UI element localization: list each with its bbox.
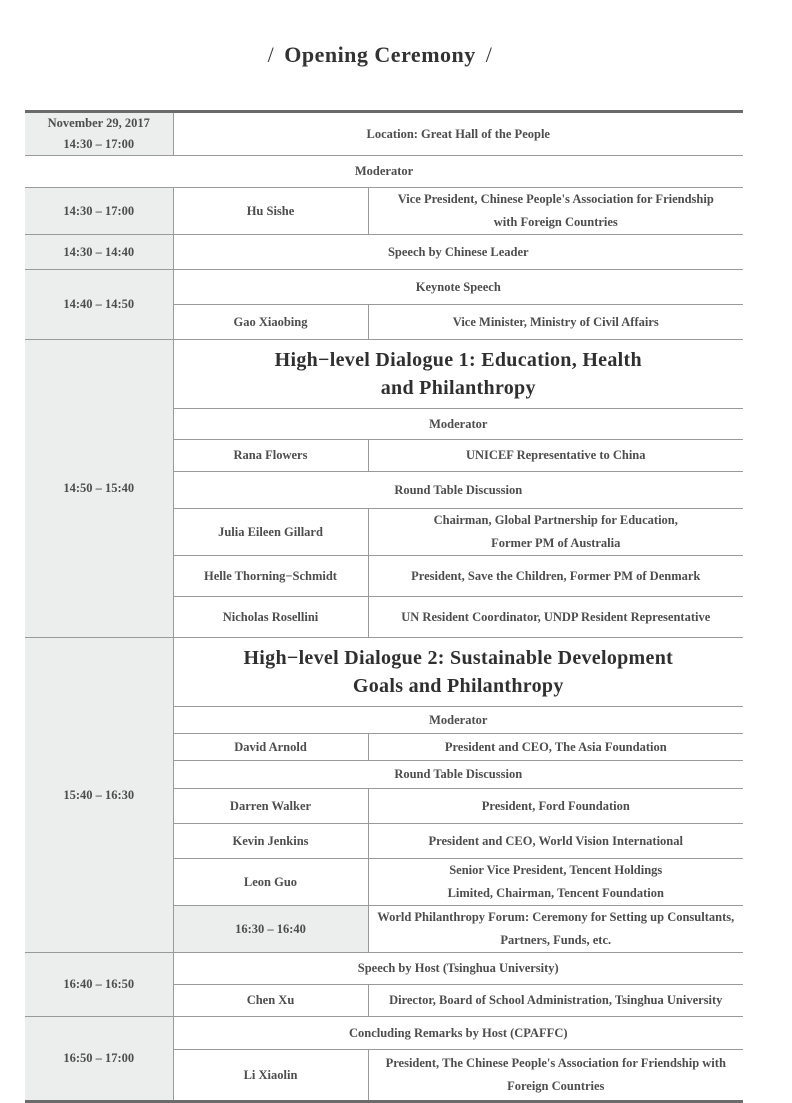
- speaker-name: Helle Thorning−Schmidt: [173, 556, 368, 597]
- dialogue-2-heading: High−level Dialogue 2: Sustainable Development Goals and Philanthropy: [173, 638, 743, 707]
- speaker-name: Hu Sishe: [173, 188, 368, 235]
- speaker-name: Rana Flowers: [173, 440, 368, 472]
- table-row: 16:40 – 16:50 Speech by Host (Tsinghua University): [25, 953, 743, 985]
- header-date-time: November 29, 2017 14:30 – 17:00: [25, 112, 173, 156]
- moderator-label: Moderator: [173, 707, 743, 734]
- table-row: 14:40 – 14:50 Keynote Speech: [25, 270, 743, 305]
- dialogue-2-heading-row: 15:40 – 16:30 High−level Dialogue 2: Sustainable Development Goals and Philanthropy: [25, 638, 743, 707]
- speaker-name: Nicholas Rosellini: [173, 597, 368, 638]
- speaker-name: David Arnold: [173, 734, 368, 761]
- speaker-title: Director, Board of School Administration, Tsinghua University: [368, 985, 743, 1017]
- speaker-title: President, Save the Children, Former PM of Denmark: [368, 556, 743, 597]
- speaker-name: Li Xiaolin: [173, 1050, 368, 1102]
- table-row: 14:30 – 17:00 Hu Sishe Vice President, Chinese People's Association for Friendship with Foreign Countries: [25, 188, 743, 235]
- speaker-title: President, Ford Foundation: [368, 789, 743, 824]
- table-row: 16:30 – 16:40 World Philanthropy Forum: Ceremony for Setting up Consultants, Partners, Funds, etc.: [25, 906, 743, 953]
- header-row: [25, 112, 743, 156]
- schedule-table: [25, 110, 743, 1103]
- speaker-name: Gao Xiaobing: [173, 305, 368, 340]
- moderator-label: Moderator: [25, 156, 743, 188]
- speaker-title: Senior Vice President, Tencent Holdings Limited, Chairman, Tencent Foundation: [368, 859, 743, 906]
- dialogue-1-heading-row: 14:50 – 15:40 High−level Dialogue 1: Education, Health and Philanthropy: [25, 340, 743, 409]
- table-row: 16:50 – 17:00 Concluding Remarks by Host (CPAFFC): [25, 1017, 743, 1050]
- speaker-title: UNICEF Representative to China: [368, 440, 743, 472]
- speaker-title: President and CEO, World Vision International: [368, 824, 743, 859]
- dialogue-1-heading: High−level Dialogue 1: Education, Health and Philanthropy: [173, 340, 743, 409]
- speaker-title: Vice Minister, Ministry of Civil Affairs: [368, 305, 743, 340]
- speaker-name: Leon Guo: [173, 859, 368, 906]
- roundtable-label: Round Table Discussion: [173, 761, 743, 789]
- speaker-name: Julia Eileen Gillard: [173, 509, 368, 556]
- moderator-label: Moderator: [173, 409, 743, 440]
- speaker-name: Darren Walker: [173, 789, 368, 824]
- speaker-title: Chairman, Global Partnership for Education, Former PM of Australia: [368, 509, 743, 556]
- page-title: / Opening Ceremony /: [267, 42, 493, 67]
- speaker-title: President and CEO, The Asia Foundation: [368, 734, 743, 761]
- speaker-title: UN Resident Coordinator, UNDP Resident Representative: [368, 597, 743, 638]
- speaker-title: President, The Chinese People's Association for Friendship with Foreign Countries: [368, 1050, 743, 1102]
- table-row: 14:30 – 14:40 Speech by Chinese Leader: [25, 235, 743, 270]
- roundtable-label: Round Table Discussion: [173, 472, 743, 509]
- speaker-name: Chen Xu: [173, 985, 368, 1017]
- location: Location: Great Hall of the People: [173, 112, 743, 156]
- speaker-name: Kevin Jenkins: [173, 824, 368, 859]
- speaker-title: Vice President, Chinese People's Association for Friendship with Foreign Countries: [368, 188, 743, 235]
